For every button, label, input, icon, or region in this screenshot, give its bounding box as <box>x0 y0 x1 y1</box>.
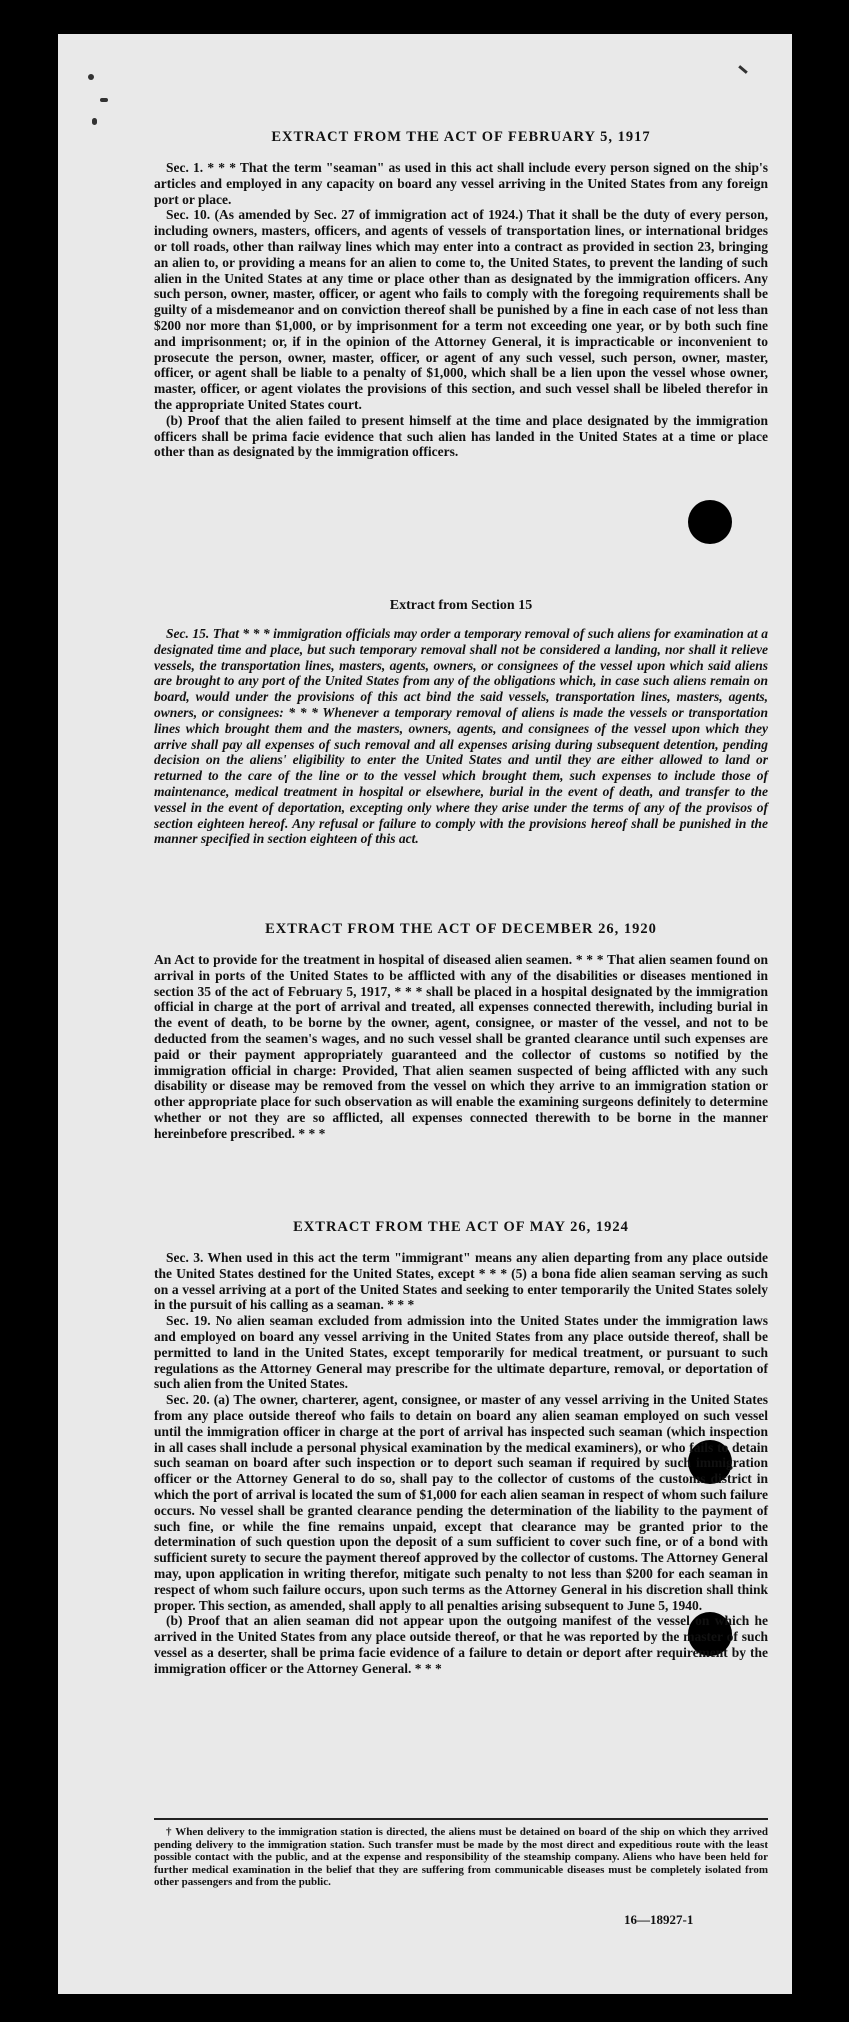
sec20a-paragraph: Sec. 20. (a) The owner, charterer, agent, consignee, or master of any vessel arriving in the United States from any place outside thereof who fails to detain on board any alien seaman employed on such vessel until the immigration officer in charge at the port of arrival has inspected such seaman (which inspection in all cases shall include a personal physical examination by the medical examiners), or who fails to detain such seaman on board after such inspection or to deport such seaman if required by such immigration officer or the Attorney General to do so, shall pay to the collector of customs of the customs district in which the port of arrival is located the sum of $1,000 for each alien seaman in respect of whom such failure occurs. No vessel shall be granted clearance pending the determination of the liability to the payment of such fine, or while the fine remains unpaid, except that clearance may be granted prior to the determination of such question upon the deposit of a sum sufficient to cover such fine, or of a bond with sufficient surety to secure the payment thereof approved by the collector of customs. The Attorney General may, upon application in writing therefor, mitigate such penalty to not less than $200 for each seaman in respect of whom such failure occurs, upon such terms as the Attorney General in his discretion shall think proper. This section, as amended, shall apply to all penalties arising subsequent to June 5, 1940. <box>154 1392 768 1613</box>
footnote <box>154 1826 768 1889</box>
footnote-divider <box>154 1818 768 1820</box>
scan-speck <box>100 98 108 102</box>
punch-hole <box>688 500 732 544</box>
heading-act-1924: EXTRACT FROM THE ACT OF MAY 26, 1924 <box>293 1219 629 1235</box>
section-1917 <box>154 160 768 460</box>
document-number: 16—18927-1 <box>624 1912 694 1927</box>
section-1920 <box>154 952 768 1142</box>
sec20b-paragraph: (b) Proof that an alien seaman did not appear upon the outgoing manifest of the vessel on which he arrived in the United States from any place outside thereof, or that he was reported by the master of such vessel as a deserter, shall be prima facie evidence of a failure to detain or deport after requirement by the immigration officer or the Attorney General. * * * <box>154 1613 768 1676</box>
footnote-text: † When delivery to the immigration station is directed, the aliens must be detained on board of the ship on which they arrived pending delivery to the immigration station. Such transfer must be made by the most direct and expeditious route with the least possible contact with the public, and at the expense and responsibility of the steamship company. Aliens who have been held for further medical examination in the belief that they are suffering from communicable diseases must be completely isolated from other passengers and from the public. <box>154 1826 768 1888</box>
heading-act-1917: EXTRACT FROM THE ACT OF FEBRUARY 5, 1917 <box>271 129 651 145</box>
sec15-paragraph: Sec. 15. That * * * immigration officials may order a temporary removal of such aliens for examination at a designated time and place, but such temporary removal shall not be considered a landing, nor shall it relieve vessels, the transportation lines, masters, agents, owners, or consignees of the vessel upon which said aliens are brought to any port of the United States from any of the obligations which, in case such aliens remain on board, would under the provisions of this act bind the said vessels, transportation lines, masters, agents, owners, or consignees: * * * Whenever a temporary removal of aliens is made the vessels or transportation lines which brought them and the masters, owners, agents, and consignees of the vessel upon which they arrive shall pay all expenses of such removal and all expenses arising during subsequent detention, pending decision on the aliens' eligibility to enter the United States and until they are either allowed to land or returned to the care of the line or to the vessel which brought them, such expenses to include those of maintenance, medical treatment in hospital or elsewhere, burial in the event of death, and transfer to the vessel in the event of deportation, excepting only where they arise under the terms of any of the provisos of section eighteen hereof. Any refusal or failure to comply with the provisions hereof shall be punished in the manner specified in section eighteen of this act. <box>154 626 768 847</box>
scan-speck <box>738 65 748 74</box>
heading-section-15: Extract from Section 15 <box>389 598 533 613</box>
act-1920-paragraph: An Act to provide for the treatment in hospital of diseased alien seamen. * * * That alien seamen found on arrival in ports of the United States to be afflicted with any of the disabilities or diseases mentioned in section 35 of the act of February 5, 1917, * * * shall be placed in a hospital designated by the immigration official in charge at the port of arrival and treated, all expenses connected therewith, including burial in the event of death, to be borne by the owner, agent, consignee, or master of the vessel, and not to be deducted from the seamen's wages, and no such vessel shall be granted clearance until such expenses are paid or their payment appropriately guaranteed and the collector of customs so notified by the immigration official in charge: Provided, That alien seamen suspected of being afflicted with any such disability or disease may be removed from the vessel on which they arrive to an immigration station or other appropriate place for such observation as will enable the examining surgeons definitely to determine whether or not they are so afflicted, all expenses connected therewith to be borne in the manner hereinbefore prescribed. * * * <box>154 952 768 1141</box>
scan-speck <box>92 118 97 125</box>
sec3-paragraph: Sec. 3. When used in this act the term "immigrant" means any alien departing from any place outside the United States destined for the United States, except * * * (5) a bona fide alien seaman serving as such on a vessel arriving at a port of the United States and seeking to enter temporarily the United States solely in the pursuit of his calling as a seaman. * * * <box>154 1250 768 1313</box>
scan-speck <box>88 74 94 80</box>
sec10-paragraph: Sec. 10. (As amended by Sec. 27 of immigration act of 1924.) That it shall be the duty of every person, including owners, masters, officers, and agents of vessels of transportation lines, or international bridges or toll roads, other than railway lines which may enter into a contract as provided in section 23, bringing an alien to, or providing a means for an alien to come to, the United States, to prevent the landing of such alien in the United States at any time or place other than as designated by the immigration officers. Any such person, owner, master, officer, or agent who fails to comply with the foregoing requirements shall be guilty of a misdemeanor and on conviction thereof shall be punished by a fine in each case of not less than $200 nor more than $1,000, or by imprisonment for a term not exceeding one year, or by both such fine and imprisonment; or, if in the opinion of the Attorney General, it is impracticable or inconvenient to prosecute the person, owner, master, officer, or agent of any such vessel, such person, owner, master, officer, or agent shall be liable to a penalty of $1,000, which shall be a lien upon the vessel whose owner, master, officer, or agent violates the provisions of this section, and such vessel shall be libeled therefor in the appropriate United States court. <box>154 207 768 412</box>
sec1-paragraph: Sec. 1. * * * That the term "seaman" as used in this act shall include every person signed on the ship's articles and employed in any capacity on board any vessel arriving in the United States from any foreign port or place. <box>154 160 768 207</box>
document-page <box>58 34 792 1994</box>
section-15 <box>154 626 768 847</box>
heading-act-1920: EXTRACT FROM THE ACT OF DECEMBER 26, 1920 <box>265 921 657 937</box>
sec19-paragraph: Sec. 19. No alien seaman excluded from admission into the United States under the immigration laws and employed on board any vessel arriving in the United States from any place outside thereof, shall be permitted to land in the United States, except temporarily for medical treatment, or pursuant to such regulations as the Attorney General may prescribe for the ultimate departure, removal, or deportation of such alien from the United States. <box>154 1313 768 1392</box>
section-1924 <box>154 1250 768 1677</box>
sec10b-paragraph: (b) Proof that the alien failed to present himself at the time and place designated by the immigration officers shall be prima facie evidence that such alien has landed in the United States at a time or place other than as designated by the immigration officers. <box>154 412 768 460</box>
